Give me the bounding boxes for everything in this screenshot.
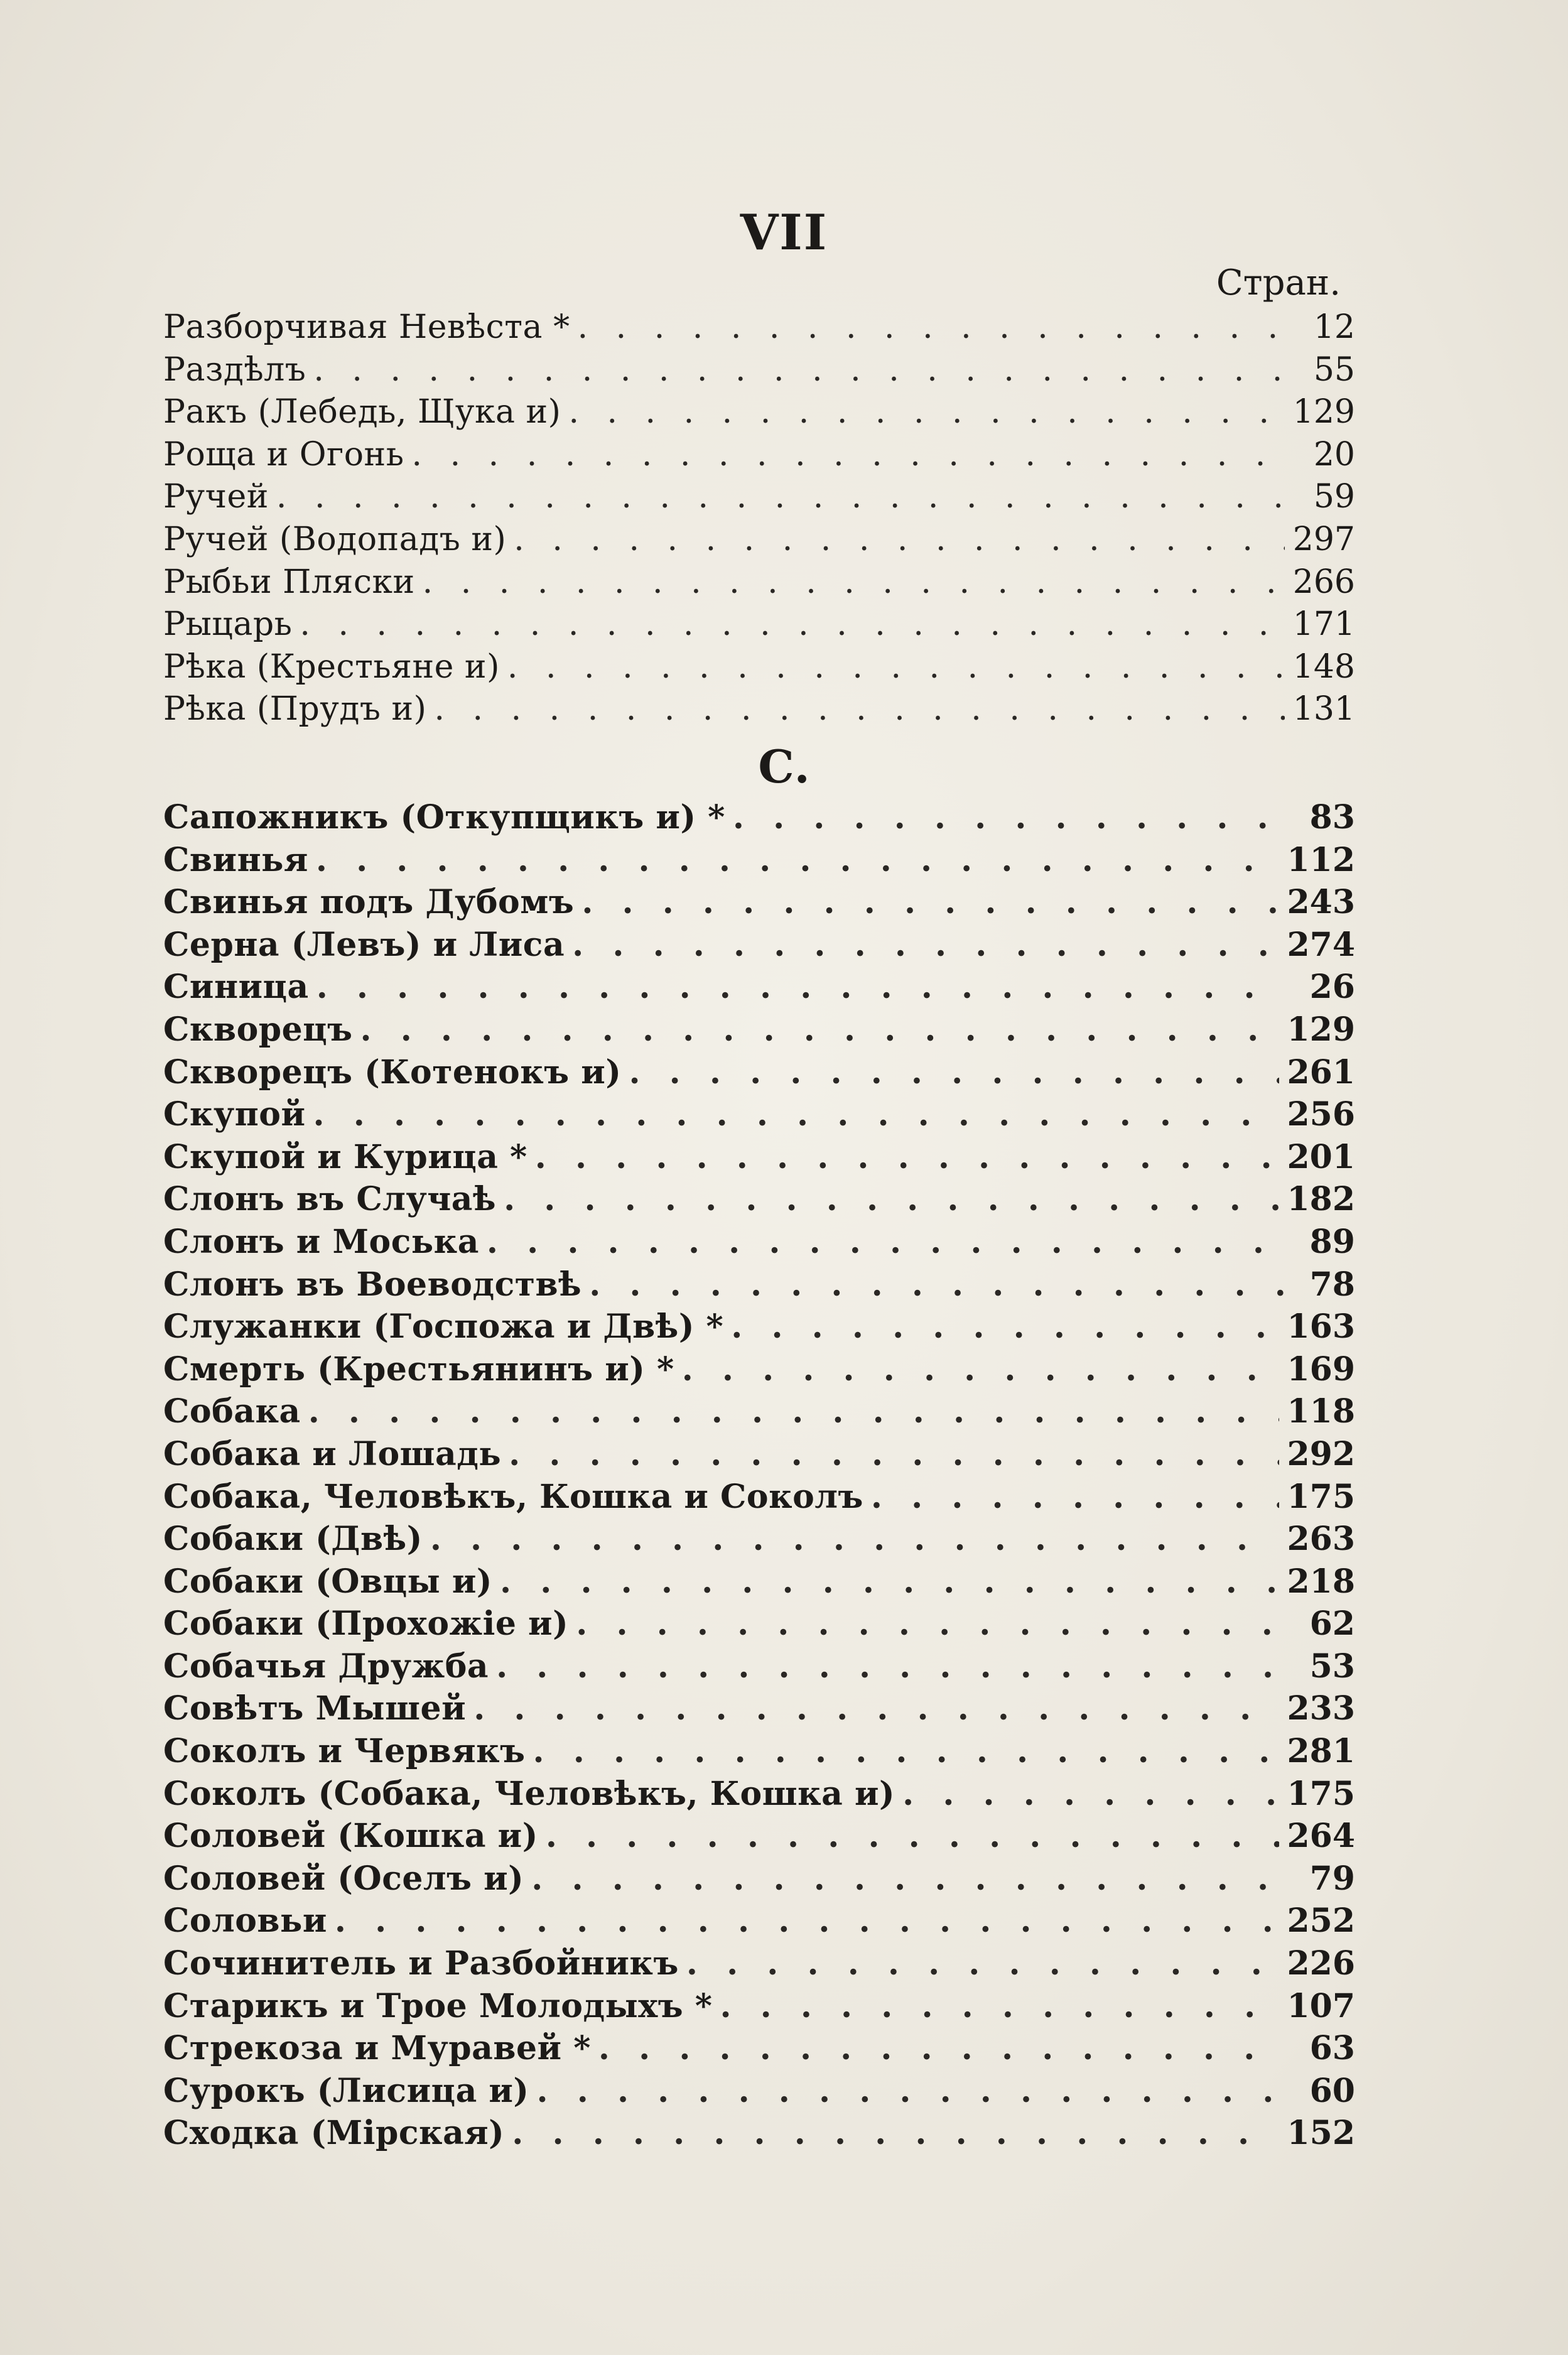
entry-page-number: 89: [1309, 1222, 1355, 1261]
entry-page-number: 263: [1287, 1520, 1355, 1559]
entry-title: Собаки (Двѣ): [163, 1520, 423, 1559]
index-entry: [163, 1561, 1355, 1603]
index-entry: [163, 1348, 1355, 1391]
index-entry: [163, 924, 1355, 966]
entry-page-number: 175: [1287, 1774, 1355, 1813]
entry-page-number: 129: [1292, 393, 1355, 431]
index-entry: [163, 519, 1355, 561]
dot-leader: [504, 1178, 1279, 1221]
index-entry: [163, 1264, 1355, 1306]
entry-page-number: 152: [1287, 2114, 1355, 2153]
index-entry: [163, 561, 1355, 604]
entry-title: Разборчивая Невѣста *: [163, 308, 570, 346]
dot-leader: [871, 1476, 1280, 1519]
index-entry: [163, 1093, 1355, 1136]
dot-leader: [496, 1645, 1285, 1688]
dot-leader: [300, 604, 1285, 646]
dot-leader: [720, 1985, 1279, 2028]
entry-title: Свинья подъ Дубомъ: [163, 883, 575, 922]
index-entry: [163, 1433, 1355, 1476]
dot-leader: [629, 1051, 1279, 1094]
entry-title: Собаки (Прохожіе и): [163, 1605, 569, 1643]
index-entry: [163, 1687, 1355, 1730]
dot-leader: [313, 349, 1285, 392]
entry-title: Собаки (Овцы и): [163, 1562, 493, 1601]
index-entry: [163, 1985, 1355, 2028]
index-entry: [163, 1603, 1355, 1645]
section-r-list: [163, 306, 1355, 731]
entry-title: Серна (Левъ) и Лиса: [163, 925, 565, 964]
dot-leader: [682, 1348, 1280, 1391]
index-entry: [163, 1942, 1355, 1985]
entry-title: Скворецъ: [163, 1010, 353, 1049]
dot-leader: [598, 2027, 1285, 2070]
index-entry: [163, 434, 1355, 477]
entry-title: Соловей (Оселъ и): [163, 1859, 524, 1898]
entry-title: Слонъ и Моська: [163, 1222, 479, 1261]
entry-page-number: 26: [1309, 968, 1355, 1007]
index-entry: [163, 646, 1355, 689]
index-entry: [163, 1178, 1355, 1221]
index-entry: [163, 1518, 1355, 1561]
entry-page-number: 148: [1292, 647, 1355, 686]
entry-page-number: 59: [1313, 478, 1355, 516]
index-entry: [163, 796, 1355, 839]
dot-leader: [473, 1687, 1279, 1730]
index-entry: [163, 306, 1355, 349]
entry-title: Раздѣлъ: [163, 350, 306, 389]
section-s-list: [163, 796, 1355, 2155]
index-entry: [163, 688, 1355, 731]
entry-page-number: 233: [1287, 1689, 1355, 1728]
dot-leader: [578, 306, 1285, 349]
entry-page-number: 63: [1309, 2029, 1355, 2068]
entry-title: Скворецъ (Котенокъ и): [163, 1053, 622, 1091]
index-entry: [163, 1051, 1355, 1094]
dot-leader: [902, 1773, 1279, 1816]
dot-leader: [360, 1009, 1280, 1051]
dot-leader: [316, 839, 1280, 882]
entry-title: Соколъ (Собака, Человѣкъ, Кошка и): [163, 1774, 895, 1813]
entry-page-number: 297: [1292, 520, 1355, 558]
index-entry: [163, 966, 1355, 1009]
entry-title: Рыбьи Пляски: [163, 563, 415, 601]
dot-leader: [308, 1390, 1280, 1433]
entry-title: Смерть (Крестьянинъ и) *: [163, 1350, 674, 1389]
index-entry: [163, 1221, 1355, 1264]
index-entry: [163, 2070, 1355, 2113]
dot-leader: [434, 688, 1285, 731]
entry-title: Ручей (Водопадъ и): [163, 520, 507, 558]
dot-leader: [535, 1136, 1280, 1179]
index-entry: [163, 2112, 1355, 2155]
index-entry: [163, 1645, 1355, 1688]
index-entry: [163, 476, 1355, 519]
index-entry: [163, 1306, 1355, 1348]
entry-title: Совѣтъ Мышей: [163, 1689, 467, 1728]
dot-leader: [576, 1603, 1285, 1645]
dot-leader: [487, 1221, 1285, 1264]
entry-page-number: 83: [1309, 798, 1355, 836]
entry-page-number: 20: [1313, 435, 1355, 474]
entry-page-number: 218: [1287, 1562, 1355, 1601]
entry-title: Свинья: [163, 840, 308, 879]
index-entry: [163, 2027, 1355, 2070]
entry-title: Рѣка (Прудъ и): [163, 690, 427, 728]
entry-title: Сочинитель и Разбойникъ: [163, 1944, 679, 1983]
dot-leader: [313, 1093, 1280, 1136]
page-number: VII: [740, 204, 828, 261]
entry-title: Собака и Лошадь: [163, 1434, 502, 1473]
entry-page-number: 281: [1287, 1732, 1355, 1771]
index-entry: [163, 1009, 1355, 1051]
entry-page-number: 261: [1287, 1053, 1355, 1091]
entry-page-number: 175: [1287, 1477, 1355, 1516]
entry-title: Рыцарь: [163, 605, 293, 644]
index-entry: [163, 1730, 1355, 1773]
entry-title: Рѣка (Крестьяне и): [163, 647, 500, 686]
dot-leader: [335, 1900, 1280, 1942]
entry-page-number: 256: [1287, 1095, 1355, 1134]
entry-page-number: 131: [1292, 690, 1355, 728]
entry-page-number: 53: [1309, 1647, 1355, 1686]
entry-page-number: 107: [1287, 1986, 1355, 2025]
dot-leader: [733, 796, 1285, 839]
entry-page-number: 264: [1287, 1817, 1355, 1856]
entry-page-number: 226: [1287, 1944, 1355, 1983]
entry-title: Слонъ въ Воеводствѣ: [163, 1265, 582, 1304]
dot-leader: [537, 2070, 1285, 2113]
entry-page-number: 129: [1287, 1010, 1355, 1049]
entry-title: Сурокъ (Лисица и): [163, 2071, 529, 2110]
dot-leader: [512, 2112, 1279, 2155]
entry-page-number: 252: [1287, 1902, 1355, 1941]
entry-title: Соловьи: [163, 1902, 327, 1941]
index-entry: [163, 881, 1355, 924]
entry-page-number: 169: [1287, 1350, 1355, 1389]
entry-page-number: 201: [1287, 1137, 1355, 1176]
dot-leader: [430, 1518, 1280, 1561]
index-entry: [163, 1773, 1355, 1816]
index-entry: [163, 1900, 1355, 1942]
dot-leader: [276, 476, 1285, 519]
entry-title: Собака: [163, 1392, 301, 1431]
entry-page-number: 12: [1313, 308, 1355, 346]
index-entry: [163, 1476, 1355, 1519]
entry-page-number: 292: [1287, 1434, 1355, 1473]
entry-page-number: 266: [1292, 563, 1355, 601]
dot-leader: [581, 881, 1279, 924]
index-entry: [163, 1858, 1355, 1900]
dot-leader: [507, 646, 1285, 689]
entry-title: Собачья Дружба: [163, 1647, 489, 1686]
entry-title: Старикъ и Трое Молодыхъ *: [163, 1986, 713, 2025]
entry-title: Стрекоза и Муравей *: [163, 2029, 591, 2068]
dot-leader: [423, 561, 1285, 604]
entry-page-number: 171: [1292, 605, 1355, 644]
index-entry: [163, 1390, 1355, 1433]
dot-leader: [572, 924, 1279, 966]
entry-page-number: 243: [1287, 883, 1355, 922]
entry-title: Служанки (Госпожа и Двѣ) *: [163, 1307, 724, 1346]
entry-page-number: 182: [1287, 1180, 1355, 1219]
entry-page-number: 274: [1287, 925, 1355, 964]
dot-leader: [412, 434, 1285, 477]
dot-leader: [514, 519, 1285, 561]
index-entry: [163, 1815, 1355, 1858]
entry-title: Собака, Человѣкъ, Кошка и Соколъ: [163, 1477, 863, 1516]
entry-title: Ракъ (Лебедь, Щука и): [163, 393, 561, 431]
entry-title: Соловей (Кошка и): [163, 1817, 538, 1856]
entry-title: Соколъ и Червякъ: [163, 1732, 526, 1771]
index-entry: [163, 604, 1355, 646]
section-heading-s: С.: [758, 740, 810, 793]
dot-leader: [589, 1264, 1285, 1306]
entry-page-number: 112: [1287, 840, 1355, 879]
dot-leader: [731, 1306, 1279, 1348]
index-entry: [163, 839, 1355, 882]
entry-title: Слонъ въ Случаѣ: [163, 1180, 497, 1219]
dot-leader: [531, 1858, 1285, 1900]
entry-title: Сапожникъ (Откупщикъ и) *: [163, 798, 725, 836]
entry-page-number: 118: [1287, 1392, 1355, 1431]
dot-leader: [568, 391, 1285, 434]
dot-leader: [533, 1730, 1280, 1773]
column-header: Стран.: [1216, 263, 1341, 303]
entry-page-number: 78: [1309, 1265, 1355, 1304]
entry-title: Ручей: [163, 478, 269, 516]
entry-page-number: 60: [1309, 2071, 1355, 2110]
index-entry: [163, 391, 1355, 434]
entry-title: Сходка (Мірская): [163, 2114, 505, 2153]
index-entry: [163, 349, 1355, 392]
entry-title: Скупой и Курица *: [163, 1137, 527, 1176]
entry-page-number: 163: [1287, 1307, 1355, 1346]
entry-page-number: 79: [1309, 1859, 1355, 1898]
entry-title: Скупой: [163, 1095, 306, 1134]
dot-leader: [509, 1433, 1279, 1476]
entry-title: Роща и Огонь: [163, 435, 404, 474]
dot-leader: [546, 1815, 1280, 1858]
index-entry: [163, 1136, 1355, 1179]
dot-leader: [316, 966, 1285, 1009]
dot-leader: [686, 1942, 1280, 1985]
entry-title: Синица: [163, 968, 309, 1007]
entry-page-number: 62: [1309, 1605, 1355, 1643]
dot-leader: [500, 1561, 1279, 1603]
entry-page-number: 55: [1313, 350, 1355, 389]
